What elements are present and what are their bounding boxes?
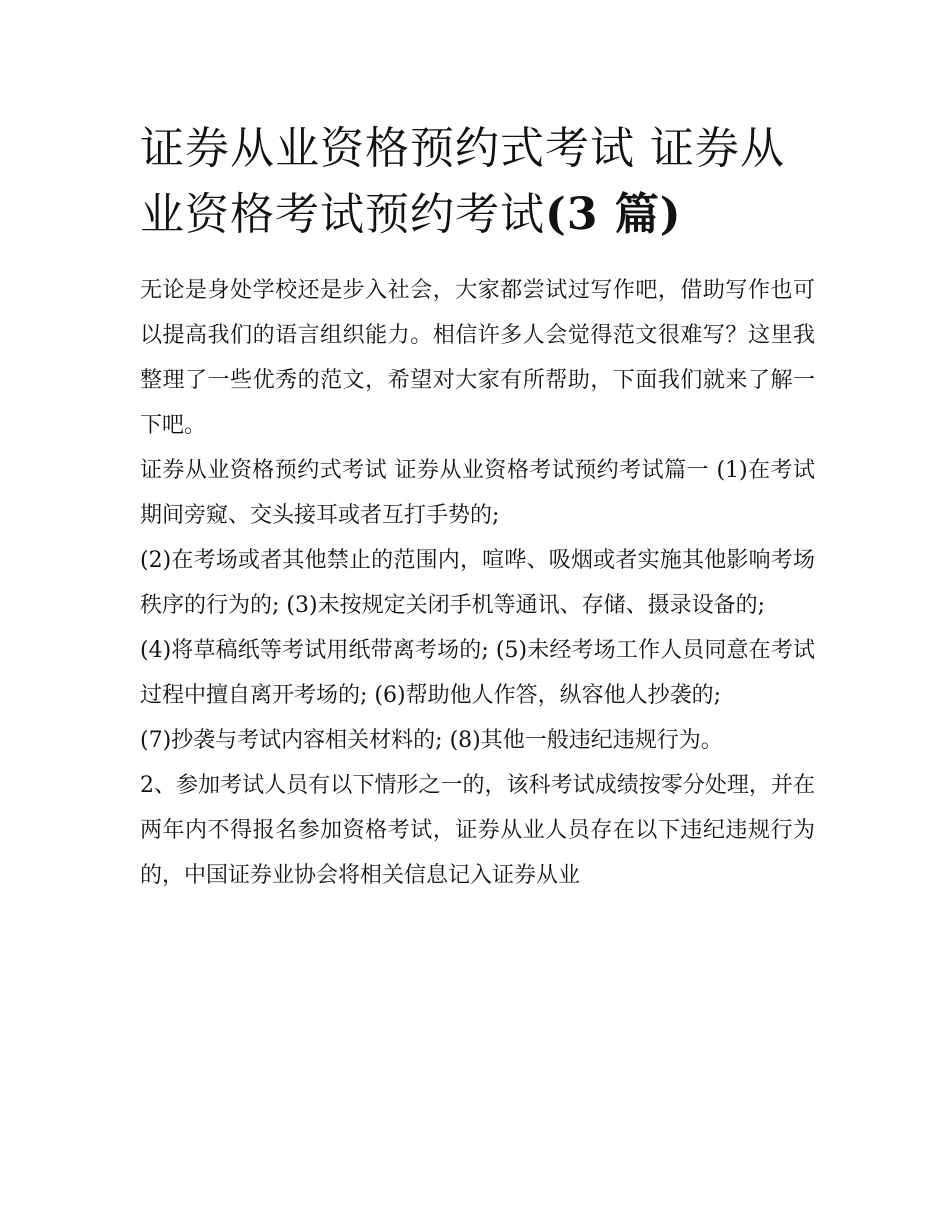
document-title (140, 116, 815, 248)
section-heading-paragraph: 证券从业资格预约式考试 证券从业资格考试预约考试篇一 (1)在考试期间旁窥、交头接耳或者互打手势的; (140, 458, 815, 528)
rule-paragraph-4-6: (4)将草稿纸等考试用纸带离考场的; (5)未经考场工作人员同意在考试过程中擅自离开考场的; (6)帮助他人作答，纵容他人抄袭的; (140, 638, 815, 708)
document-title-text: 证券从业资格预约式考试 证券从业资格考试预约考试 (140, 123, 785, 240)
document-page (140, 116, 815, 898)
rule-paragraph-2-3: (2)在考场或者其他禁止的范围内，喧哗、吸烟或者实施其他影响考场秩序的行为的; (3)未按规定关闭手机等通讯、存储、摄录设备的; (140, 548, 815, 618)
intro-paragraph: 无论是身处学校还是步入社会，大家都尝试过写作吧，借助写作也可以提高我们的语言组织能力。相信许多人会觉得范文很难写？这里我整理了一些优秀的范文，希望对大家有所帮助，下面我们就来了解一下吧。 (140, 278, 815, 438)
rule-paragraph-7-8: (7)抄袭与考试内容相关材料的; (8)其他一般违纪违规行为。 (140, 728, 723, 753)
document-title-suffix: (3 篇) (545, 189, 682, 240)
document-body (140, 268, 815, 898)
rule-paragraph-section-2: 2、参加考试人员有以下情形之一的，该科考试成绩按零分处理，并在两年内不得报名参加资格考试，证券从业人员存在以下违纪违规行为的，中国证券业协会将相关信息记入证券从业 (140, 773, 815, 888)
